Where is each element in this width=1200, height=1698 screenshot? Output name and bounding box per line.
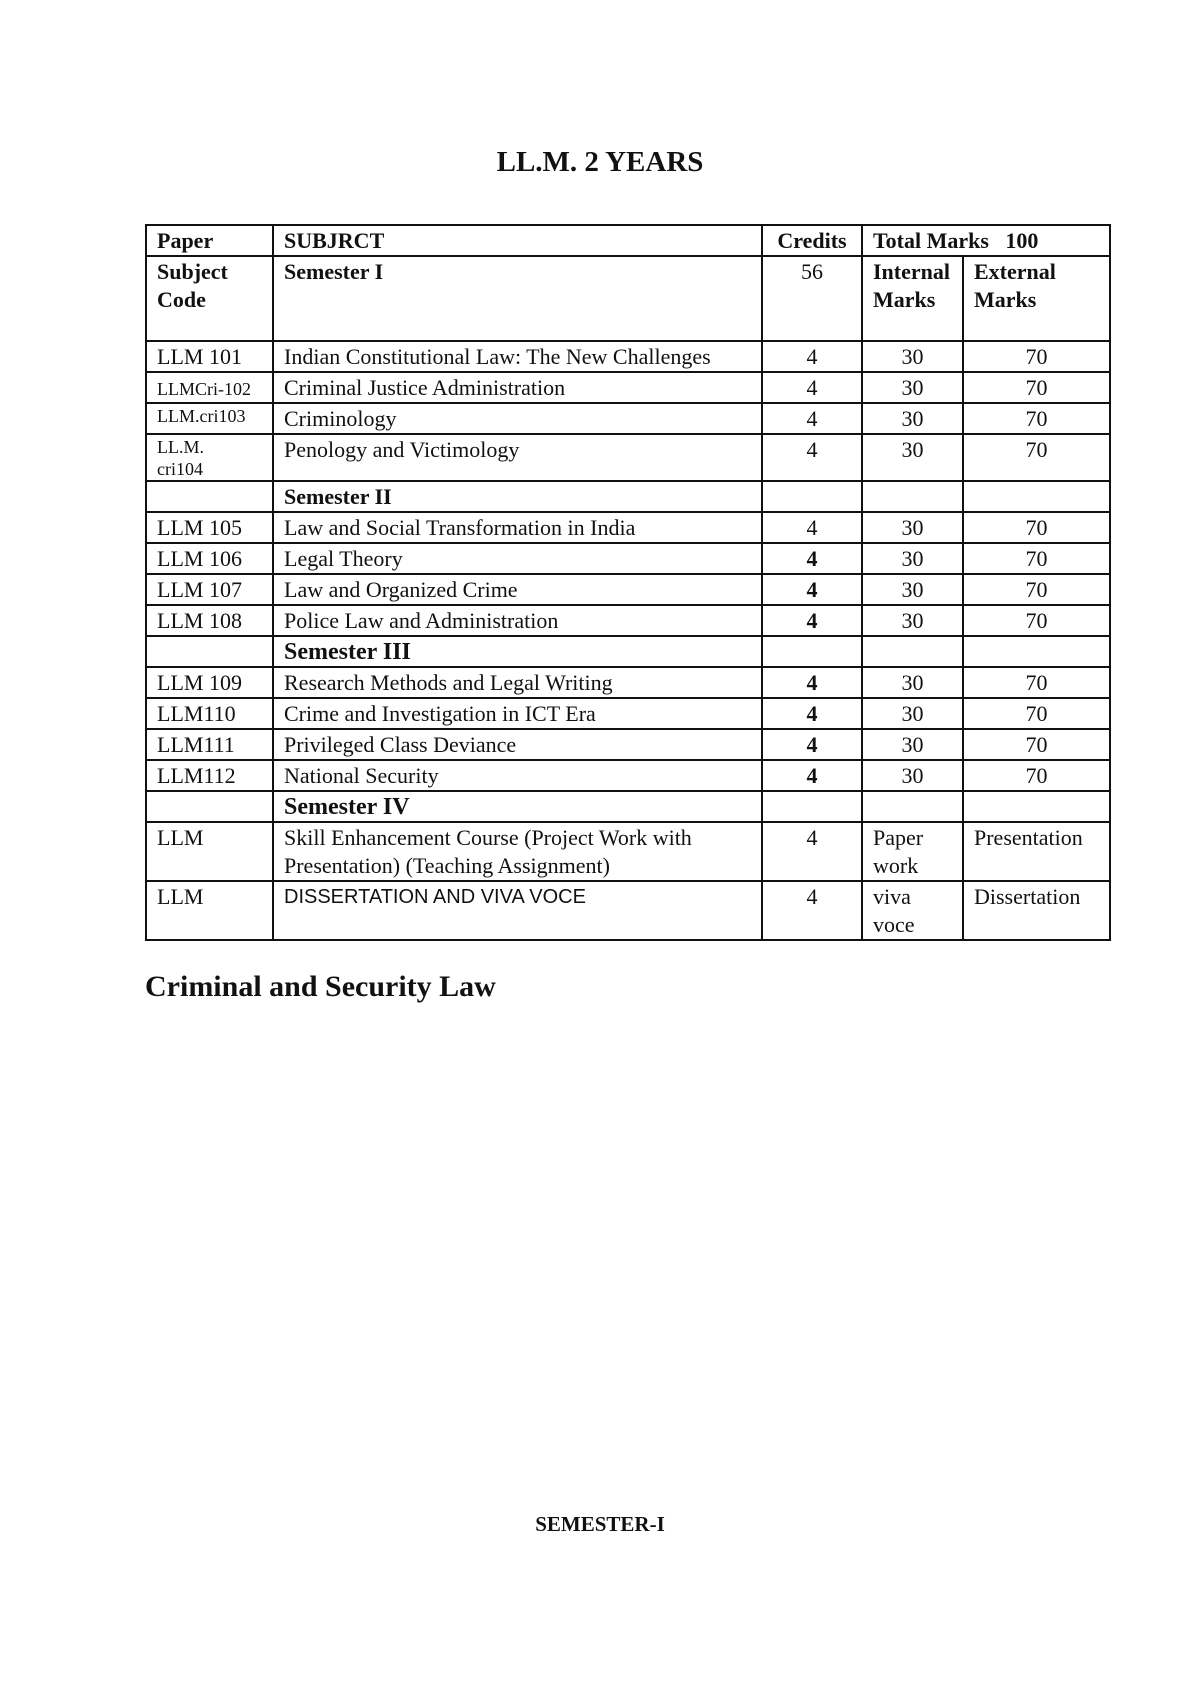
subject-code: LL.M. cri104 — [146, 434, 273, 481]
credits: 4 — [762, 574, 862, 605]
credits: 4 — [762, 698, 862, 729]
credits: 4 — [762, 667, 862, 698]
subject-code: LLM 109 — [146, 667, 273, 698]
subject-name: Indian Constitutional Law: The New Challenges — [273, 341, 762, 372]
table-row — [146, 543, 1110, 574]
external-marks: 70 — [963, 372, 1110, 403]
internal-marks: 30 — [862, 760, 963, 791]
credits: 4 — [762, 760, 862, 791]
credits: 4 — [762, 881, 862, 940]
internal-marks: 30 — [862, 341, 963, 372]
internal-marks: 30 — [862, 605, 963, 636]
internal-marks: 30 — [862, 434, 963, 481]
credits: 4 — [762, 543, 862, 574]
external-marks: 70 — [963, 729, 1110, 760]
table-subheader-row — [146, 256, 1110, 341]
subject-name: Privileged Class Deviance — [273, 729, 762, 760]
table-row — [146, 729, 1110, 760]
semester-row — [146, 636, 1110, 667]
subject-name: Criminal Justice Administration — [273, 372, 762, 403]
internal-marks: 30 — [862, 574, 963, 605]
credits-header: Credits — [762, 225, 862, 256]
subject-code-header: Subject Code — [146, 256, 273, 341]
internal-marks: 30 — [862, 372, 963, 403]
semester-2-label: Semester II — [273, 481, 762, 512]
subject-name: DISSERTATION AND VIVA VOCE — [273, 881, 762, 940]
course-table — [145, 224, 1111, 941]
semester-3-label: Semester III — [273, 636, 762, 667]
internal-marks: 30 — [862, 729, 963, 760]
internal-marks: 30 — [862, 667, 963, 698]
external-marks: Dissertation — [963, 881, 1110, 940]
credits: 4 — [762, 434, 862, 481]
total-marks-header: Total Marks 100 — [862, 225, 1110, 256]
external-marks: 70 — [963, 760, 1110, 791]
table-row — [146, 881, 1110, 940]
external-marks: 70 — [963, 341, 1110, 372]
table-row — [146, 822, 1110, 881]
subject-code: LLM 108 — [146, 605, 273, 636]
subject-code: LLM 107 — [146, 574, 273, 605]
subject-code: LLM 105 — [146, 512, 273, 543]
subject-name: Research Methods and Legal Writing — [273, 667, 762, 698]
table-header-row — [146, 225, 1110, 256]
subject-name: Penology and Victimology — [273, 434, 762, 481]
credits: 4 — [762, 729, 862, 760]
subject-name: Legal Theory — [273, 543, 762, 574]
internal-marks-header: Internal Marks — [862, 256, 963, 341]
internal-marks: Paper work — [862, 822, 963, 881]
external-marks: 70 — [963, 403, 1110, 434]
credits: 4 — [762, 822, 862, 881]
external-marks: 70 — [963, 698, 1110, 729]
subject-code: LLM110 — [146, 698, 273, 729]
internal-marks: 30 — [862, 403, 963, 434]
credits: 4 — [762, 512, 862, 543]
subject-code: LLM111 — [146, 729, 273, 760]
internal-marks: viva voce — [862, 881, 963, 940]
credits: 4 — [762, 605, 862, 636]
subject-name: Criminology — [273, 403, 762, 434]
credits: 4 — [762, 372, 862, 403]
subject-code: LLMCri-102 — [146, 372, 273, 403]
subject-name: Skill Enhancement Course (Project Work with Presentation) (Teaching Assignment) — [273, 822, 762, 881]
total-credits: 56 — [762, 256, 862, 341]
table-row — [146, 434, 1110, 481]
table-row — [146, 574, 1110, 605]
external-marks: 70 — [963, 574, 1110, 605]
credits: 4 — [762, 341, 862, 372]
external-marks: 70 — [963, 543, 1110, 574]
semester-heading: SEMESTER-I — [535, 1512, 665, 1536]
table-row — [146, 605, 1110, 636]
external-marks: 70 — [963, 434, 1110, 481]
credits: 4 — [762, 403, 862, 434]
table-row — [146, 341, 1110, 372]
external-marks: 70 — [963, 667, 1110, 698]
paper-header: Paper — [146, 225, 273, 256]
semester-row — [146, 481, 1110, 512]
internal-marks: 30 — [862, 512, 963, 543]
table-row — [146, 372, 1110, 403]
semester-1-label: Semester I — [273, 256, 762, 341]
semester-4-label: Semester IV — [273, 791, 762, 822]
external-marks: 70 — [963, 605, 1110, 636]
subject-name: Law and Organized Crime — [273, 574, 762, 605]
subject-code: LLM — [146, 822, 273, 881]
semester-row — [146, 791, 1110, 822]
table-row — [146, 698, 1110, 729]
subject-code: LLM 101 — [146, 341, 273, 372]
external-marks: Presentation — [963, 822, 1110, 881]
subject-code: LLM.cri103 — [146, 403, 273, 434]
internal-marks: 30 — [862, 543, 963, 574]
table-row — [146, 667, 1110, 698]
table-row — [146, 512, 1110, 543]
subject-name: National Security — [273, 760, 762, 791]
program-subtitle: Criminal and Security Law — [145, 970, 496, 1003]
external-marks: 70 — [963, 512, 1110, 543]
subject-code: LLM 106 — [146, 543, 273, 574]
subject-name: Crime and Investigation in ICT Era — [273, 698, 762, 729]
subject-name: Law and Social Transformation in India — [273, 512, 762, 543]
internal-marks: 30 — [862, 698, 963, 729]
subject-code: LLM — [146, 881, 273, 940]
table-row — [146, 760, 1110, 791]
subject-code: LLM112 — [146, 760, 273, 791]
table-row — [146, 403, 1110, 434]
subject-header: SUBJRCT — [273, 225, 762, 256]
page-title: LL.M. 2 YEARS — [496, 146, 704, 178]
external-marks-header: External Marks — [963, 256, 1110, 341]
subject-name: Police Law and Administration — [273, 605, 762, 636]
